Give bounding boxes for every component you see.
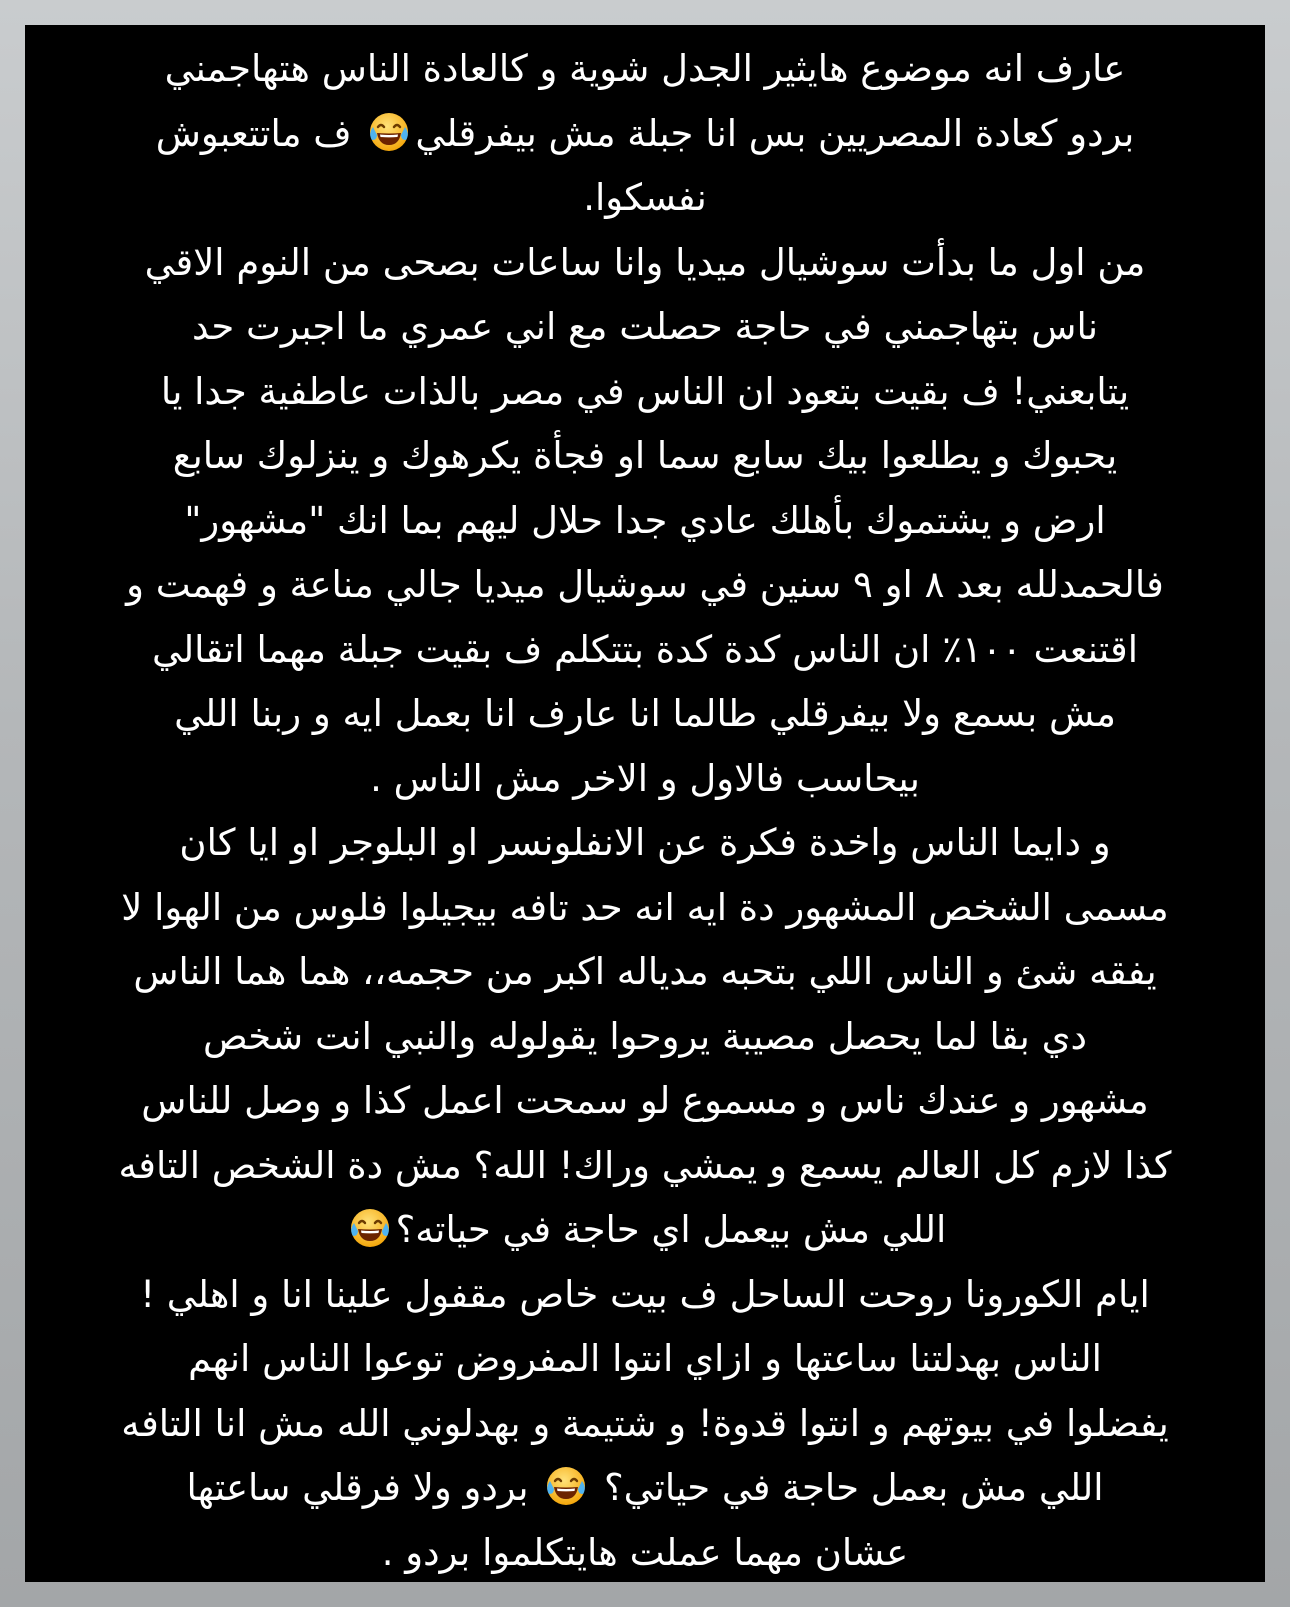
post-line <box>59 1456 1231 1521</box>
post-line <box>59 1198 1231 1263</box>
post-text <box>59 37 1231 1582</box>
laughing-with-tears-emoji-icon <box>367 110 411 154</box>
post-line-text: بردو كعادة المصريين بس انا جبلة مش بيفرقلي <box>415 111 1135 155</box>
post-line: ناس بتهاجمني في حاجة حصلت مع اني عمري ما اجبرت حد <box>191 305 1099 348</box>
post-line: كذا لازم كل العالم يسمع و يمشي وراك! الله؟ مش دة الشخص التافه <box>118 1143 1172 1187</box>
post-line: مسمى الشخص المشهور دة ايه انه حد تافه بيجيلوا فلوس من الهوا لا <box>121 885 1169 929</box>
post-line: مش بسمع ولا بيفرقلي طالما انا عارف انا بعمل ايه و ربنا اللي <box>174 692 1116 735</box>
post-line <box>59 102 1231 167</box>
post-line-text: بردو ولا فرقلي ساعتها <box>186 1466 541 1509</box>
laughing-with-tears-emoji-icon <box>348 1206 392 1250</box>
post-line: فالحمدلله بعد ٨ او ٩ سنين في سوشيال ميديا جالي مناعة و فهمت و <box>126 563 1164 606</box>
post-line: يفضلوا في بيوتهم و انتوا قدوة! و شتيمة و بهدلوني الله مش انا التافه <box>121 1401 1169 1445</box>
post-line-text: اللي مش بيعمل اي حاجة في حياته؟ <box>395 1208 947 1251</box>
post-line: ايام الكورونا روحت الساحل ف بيت خاص مقفول علينا انا و اهلي ! <box>140 1272 1150 1316</box>
post-line: دي بقا لما يحصل مصيبة يروحوا يقولوله والنبي انت شخص <box>202 1014 1088 1058</box>
post-line: اقتنعت ١٠٠٪ ان الناس كدة كدة بتتكلم ف بقيت جبلة مهما اتقالي <box>152 627 1138 671</box>
post-line: يفقه شئ و الناس اللي بتحبه مدياله اكبر من حجمه،، هما هما الناس <box>133 950 1157 993</box>
post-card <box>25 25 1265 1582</box>
post-line-text: ف ماتتعبوش <box>155 111 364 155</box>
post-line: عشان مهما عملت هايتكلموا بردو . <box>381 1530 909 1574</box>
post-line: الناس بهدلتنا ساعتها و ازاي انتوا المفروض توعوا الناس انهم <box>188 1337 1102 1380</box>
laughing-with-tears-emoji-icon <box>544 1464 588 1508</box>
post-line-text: اللي مش بعمل حاجة في حياتي؟ <box>592 1466 1104 1509</box>
post-line: مشهور و عندك ناس و مسموع لو سمحت اعمل كذا و وصل للناس <box>141 1079 1149 1122</box>
post-line: من اول ما بدأت سوشيال ميديا وانا ساعات بصحى من النوم الاقي <box>144 240 1146 284</box>
post-line: ارض و يشتموك بأهلك عادي جدا حلال ليهم بما انك "مشهور" <box>184 498 1106 542</box>
post-line: نفسكوا. <box>583 176 707 219</box>
post-line: يتابعني! ف بقيت بتعود ان الناس في مصر بالذات عاطفية جدا يا <box>160 369 1130 413</box>
post-line: و دايما الناس واخدة فكرة عن الانفلونسر او البلوجر او ايا كان <box>179 821 1111 864</box>
post-line: يحبوك و يطلعوا بيك سابع سما او فجأة يكرهوك و ينزلوك سابع <box>172 434 1118 477</box>
post-line: عارف انه موضوع هايثير الجدل شوية و كالعادة الناس هتهاجمني <box>164 47 1126 90</box>
post-line: بيحاسب فالاول و الاخر مش الناس . <box>370 756 920 800</box>
